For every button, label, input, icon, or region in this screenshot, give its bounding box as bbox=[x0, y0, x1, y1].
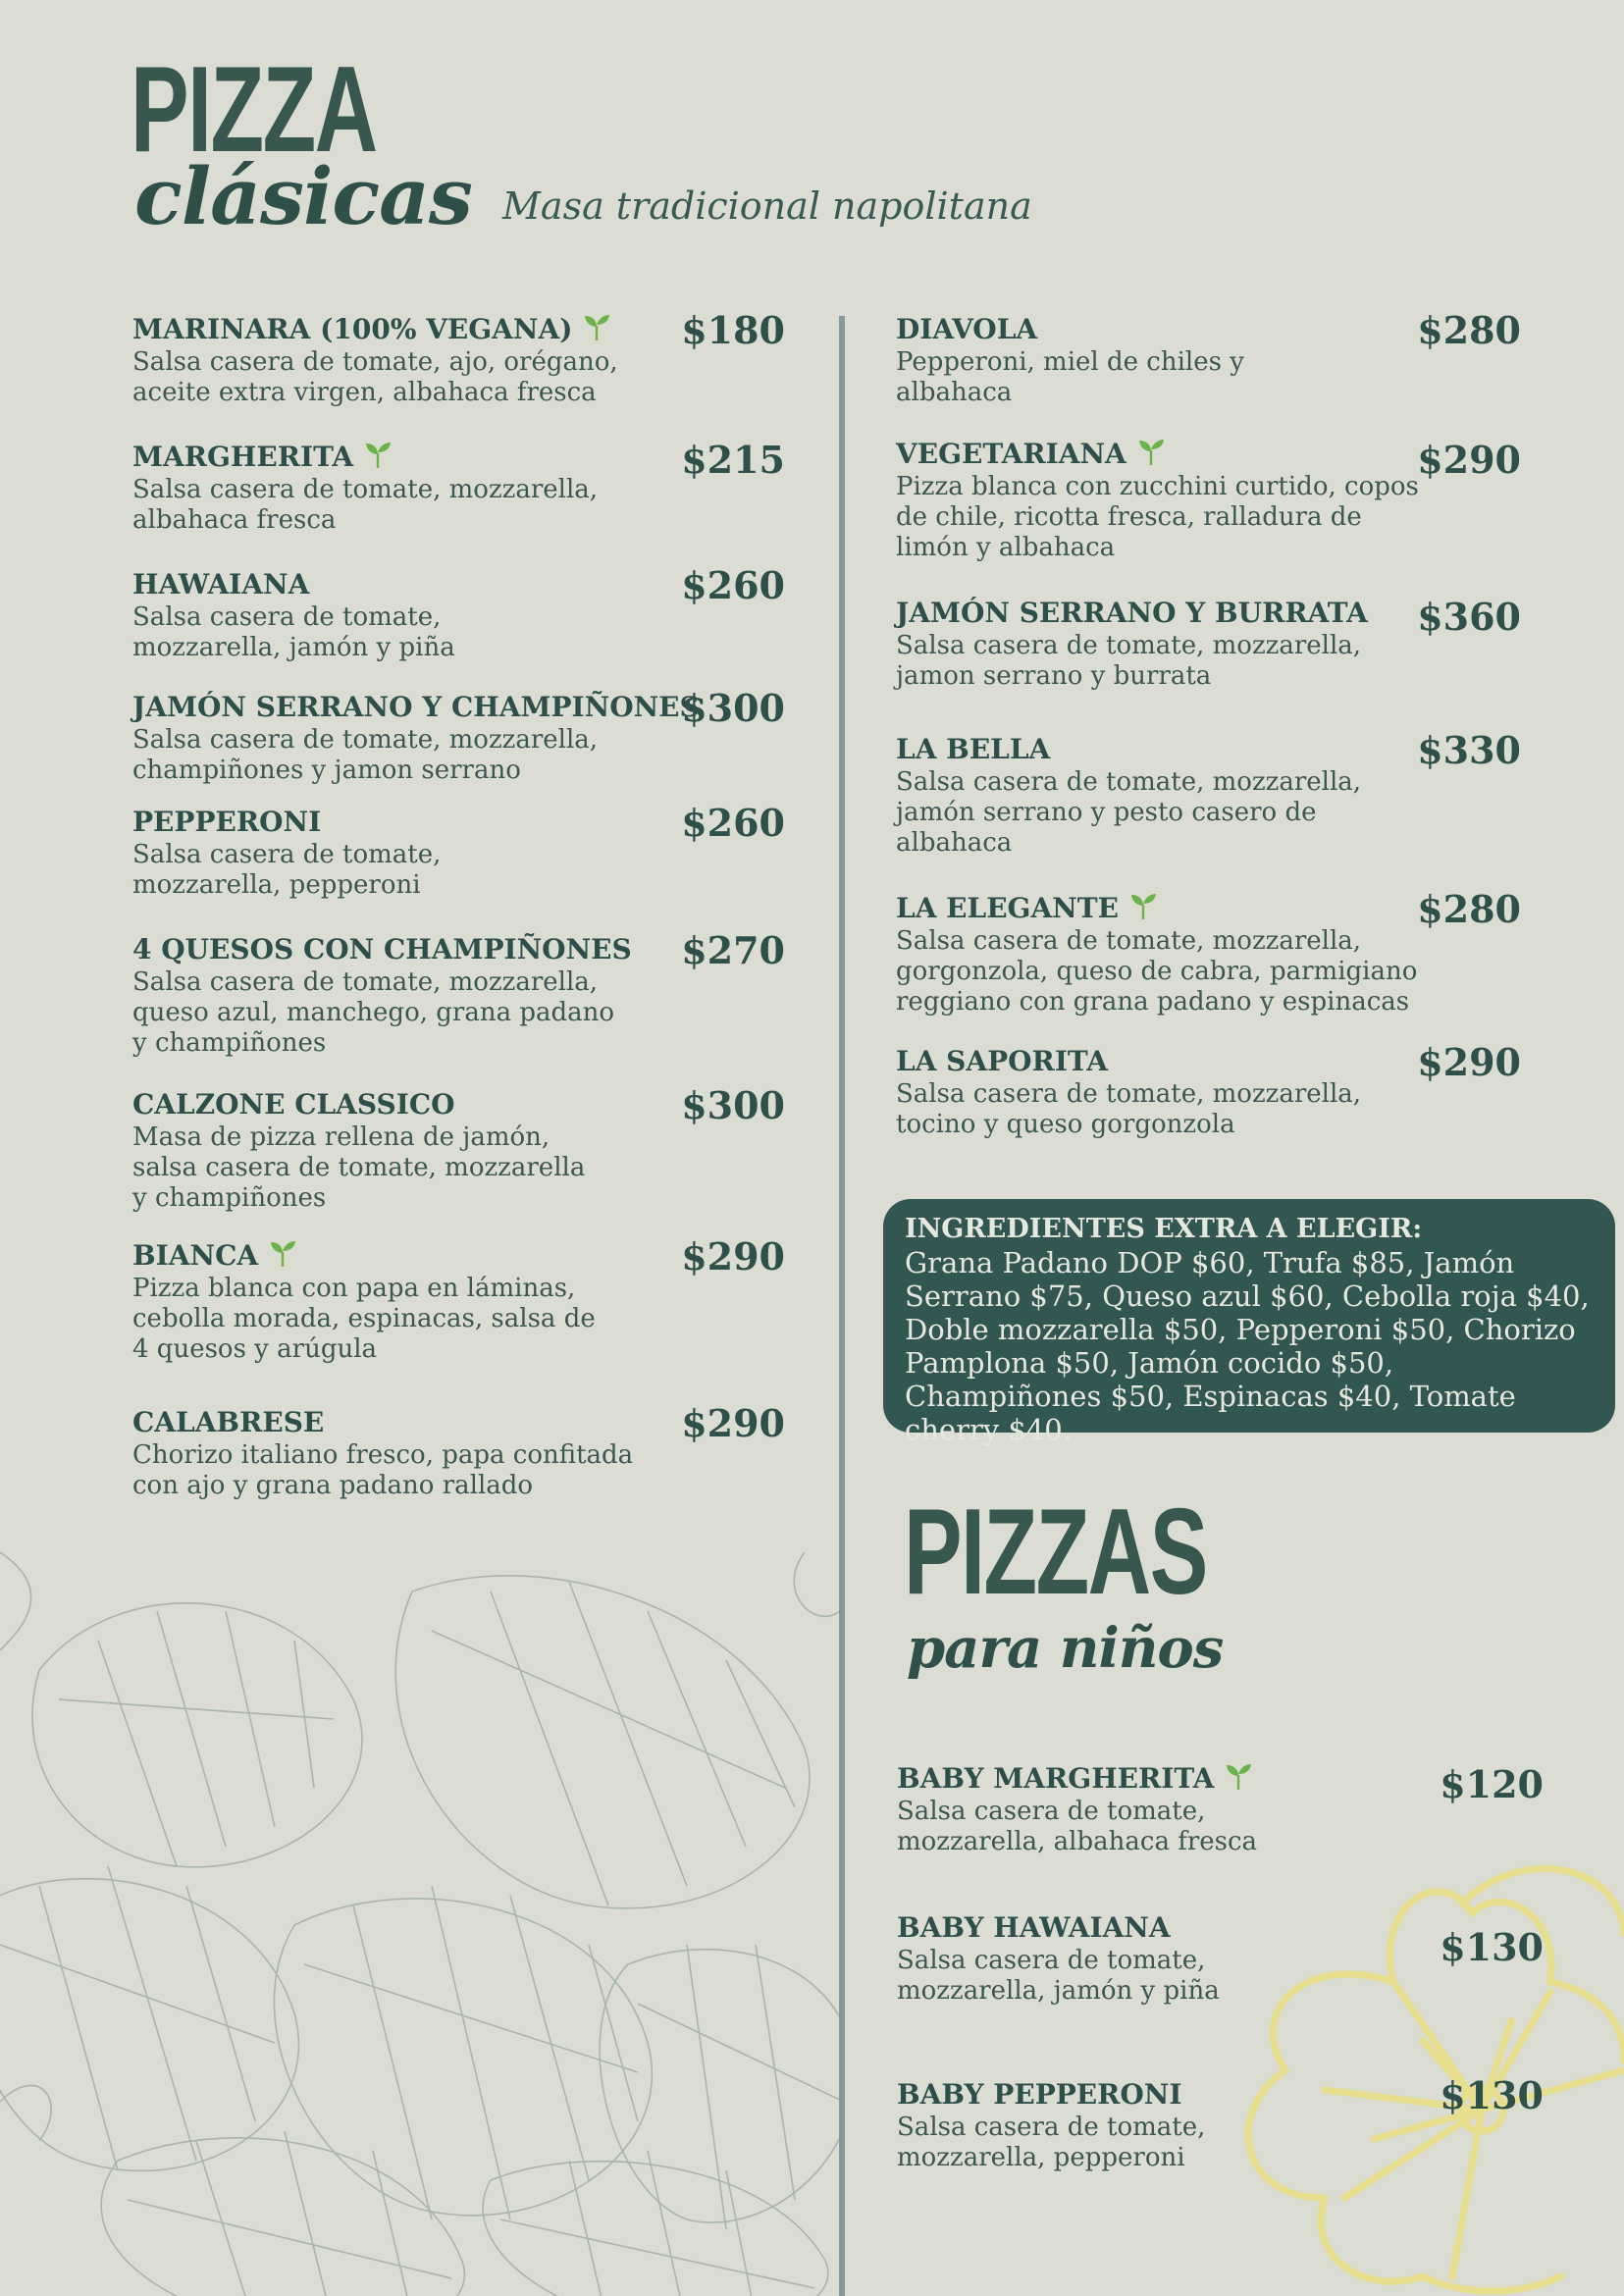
menu-item bbox=[132, 312, 618, 408]
menu-item-price: $360 bbox=[1417, 595, 1521, 639]
menu-item-description: Salsa casera de tomate, mozzarella, albahaca fresca bbox=[897, 1797, 1258, 1856]
menu-item-name-row bbox=[132, 1238, 596, 1274]
menu-item-name: JAMÓN SERRANO Y CHAMPIÑONES bbox=[132, 691, 700, 723]
extras-title: INGREDIENTES EXTRA A ELEGIR: bbox=[905, 1214, 1423, 1244]
menu-item-name-row bbox=[132, 440, 598, 475]
menu-item-price: $130 bbox=[1440, 1925, 1544, 1969]
menu-item-name: BABY PEPPERONI bbox=[897, 2078, 1182, 2111]
menu-item-name-row bbox=[132, 312, 618, 347]
kids-section-title: PIZZAS bbox=[904, 1485, 1207, 1620]
column-divider bbox=[839, 316, 845, 2296]
menu-item-description: Salsa casera de tomate, mozzarella, jamón y piña bbox=[897, 1946, 1220, 2006]
menu-item-description: Salsa casera de tomate, mozzarella, pepperoni bbox=[897, 2113, 1206, 2172]
menu-item-price: $300 bbox=[681, 1083, 785, 1127]
menu-item bbox=[132, 932, 632, 1059]
menu-item-description: Salsa casera de tomate, mozzarella, pepperoni bbox=[132, 840, 442, 900]
menu-item-description: Salsa casera de tomate, ajo, orégano, aceite extra virgen, albahaca fresca bbox=[132, 347, 618, 407]
menu-item-price: $270 bbox=[681, 928, 785, 972]
menu-item-name: MARINARA (100% VEGANA) bbox=[132, 313, 573, 345]
menu-item-name-row bbox=[896, 732, 1361, 767]
menu-item bbox=[132, 440, 598, 536]
vegetarian-leaf-icon bbox=[582, 312, 611, 341]
menu-item-price: $215 bbox=[681, 438, 785, 482]
vegetarian-leaf-icon bbox=[268, 1238, 297, 1268]
menu-item-name: BABY HAWAIANA bbox=[897, 1911, 1171, 1944]
menu-item-description: Chorizo italiano fresco, papa confitada con ajo y grana padano rallado bbox=[132, 1440, 634, 1500]
menu-item-name: CALZONE CLASSICO bbox=[132, 1088, 455, 1121]
menu-item-name: BABY MARGHERITA bbox=[897, 1762, 1215, 1795]
menu-item-name-row bbox=[132, 690, 700, 725]
vegetarian-leaf-icon bbox=[1128, 891, 1158, 920]
menu-item-name: DIAVOLA bbox=[896, 313, 1038, 345]
menu-item-name-row bbox=[897, 1910, 1220, 1946]
menu-item-description: Salsa casera de tomate, mozzarella, jamón serrano y pesto casero de albahaca bbox=[896, 767, 1362, 858]
menu-item-name: HAWAIANA bbox=[132, 568, 310, 600]
menu-item-description: Salsa casera de tomate, mozzarella, queso azul, manchego, grana padano y champiñones bbox=[132, 967, 615, 1058]
menu-item-name: CALABRESE bbox=[132, 1406, 325, 1438]
menu-item-description: Salsa casera de tomate, mozzarella, jamón y piña bbox=[132, 602, 455, 662]
menu-item-description: Salsa casera de tomate, mozzarella, gorgonzola, queso de cabra, parmigiano reggiano con grana padano y espinacas bbox=[896, 926, 1418, 1017]
menu-item-name: LA BELLA bbox=[896, 733, 1051, 765]
menu-item-name-row bbox=[897, 2077, 1205, 2113]
menu-item-price: $290 bbox=[1417, 1040, 1521, 1084]
menu-item bbox=[897, 1910, 1220, 2007]
menu-item-name-row bbox=[132, 1405, 633, 1440]
hibiscus-flower-illustration bbox=[1227, 1845, 1624, 2296]
menu-item-name-row bbox=[896, 891, 1417, 926]
menu-item-name-row bbox=[897, 1761, 1257, 1797]
monstera-leaf-pattern bbox=[0, 1552, 840, 2296]
menu-item-name: 4 QUESOS CON CHAMPIÑONES bbox=[132, 933, 632, 965]
menu-item bbox=[132, 1405, 633, 1501]
menu-item bbox=[132, 1087, 585, 1214]
leaf-shape bbox=[32, 1603, 362, 1867]
menu-item-description: Salsa casera de tomate, mozzarella, champiñones y jamon serrano bbox=[132, 725, 599, 785]
menu-item-description: Salsa casera de tomate, mozzarella, jamon serrano y burrata bbox=[896, 631, 1362, 691]
menu-item bbox=[896, 596, 1368, 692]
menu-item-price: $130 bbox=[1440, 2073, 1544, 2117]
menu-item bbox=[132, 1238, 596, 1365]
menu-item-name-row bbox=[896, 437, 1419, 472]
menu-item-description: Masa de pizza rellena de jamón, salsa casera de tomate, mozzarella y champiñones bbox=[132, 1122, 586, 1213]
menu-item-price: $120 bbox=[1440, 1762, 1544, 1806]
menu-item-description: Pizza blanca con papa en láminas, cebolla morada, espinacas, salsa de 4 quesos y arúgula bbox=[132, 1274, 596, 1364]
menu-item-name-row bbox=[896, 1044, 1361, 1079]
tagline: Masa tradicional napolitana bbox=[502, 184, 1032, 228]
menu-item bbox=[896, 891, 1417, 1018]
menu-item-name: JAMÓN SERRANO Y BURRATA bbox=[896, 597, 1368, 629]
menu-item bbox=[897, 2077, 1205, 2173]
menu-item-price: $280 bbox=[1417, 308, 1521, 352]
menu-item-price: $330 bbox=[1417, 728, 1521, 772]
menu-item-name: LA ELEGANTE bbox=[896, 892, 1119, 924]
page-subtitle-script: clásicas bbox=[134, 150, 472, 242]
menu-item bbox=[132, 567, 455, 663]
menu-item-price: $290 bbox=[1417, 438, 1521, 482]
menu-item-name-row bbox=[132, 1087, 585, 1122]
menu-item-name: VEGETARIANA bbox=[896, 438, 1126, 470]
menu-item-name: BIANCA bbox=[132, 1239, 259, 1272]
kids-section-subtitle-script: para niños bbox=[907, 1616, 1224, 1681]
extra-ingredients-box bbox=[883, 1199, 1615, 1446]
menu-item bbox=[132, 805, 441, 901]
menu-item-name: PEPPERONI bbox=[132, 806, 322, 838]
menu-item-name-row bbox=[132, 567, 455, 602]
menu-item bbox=[132, 690, 700, 786]
menu-item-description: Salsa casera de tomate, mozzarella, tocino y queso gorgonzola bbox=[896, 1079, 1362, 1139]
vegetarian-leaf-icon bbox=[1224, 1761, 1253, 1791]
menu-item-name: MARGHERITA bbox=[132, 441, 354, 473]
vegetarian-leaf-icon bbox=[1136, 437, 1166, 466]
menu-item-price: $290 bbox=[681, 1401, 785, 1445]
menu-item-name-row bbox=[132, 932, 632, 967]
menu-item-price: $300 bbox=[681, 686, 785, 730]
vegetarian-leaf-icon bbox=[363, 440, 393, 469]
menu-item-name-row bbox=[132, 805, 441, 840]
menu-item-price: $260 bbox=[681, 563, 785, 607]
menu-item-price: $290 bbox=[681, 1234, 785, 1278]
menu-item-name: LA SAPORITA bbox=[896, 1045, 1108, 1077]
menu-item-price: $260 bbox=[681, 801, 785, 845]
menu-item-description: Pizza blanca con zucchini curtido, copos de chile, ricotta fresca, ralladura de limón y albahaca bbox=[896, 472, 1419, 562]
menu-item bbox=[896, 312, 1244, 408]
page-title: PIZZA bbox=[131, 42, 377, 178]
menu-item-name-row bbox=[896, 312, 1244, 347]
menu-item-price: $180 bbox=[681, 308, 785, 352]
menu-item-name-row bbox=[896, 596, 1368, 631]
menu-item-description: Pepperoni, miel de chiles y albahaca bbox=[896, 347, 1244, 407]
menu-item-description: Salsa casera de tomate, mozzarella, albahaca fresca bbox=[132, 475, 599, 535]
menu-item bbox=[896, 437, 1419, 563]
menu-item bbox=[897, 1761, 1257, 1857]
menu-item-price: $280 bbox=[1417, 887, 1521, 931]
menu-item bbox=[896, 732, 1361, 859]
menu-item bbox=[896, 1044, 1361, 1140]
extras-text: Grana Padano DOP $60, Trufa $85, Jamón Serrano $75, Queso azul $60, Cebolla roja $40, Doble mozzarella $50, Pepperoni $50, Chorizo Pamplona $50, Jamón cocido $50, Champiñones $50, Espinacas $40, Tomate cherry $40. bbox=[905, 1246, 1590, 1446]
